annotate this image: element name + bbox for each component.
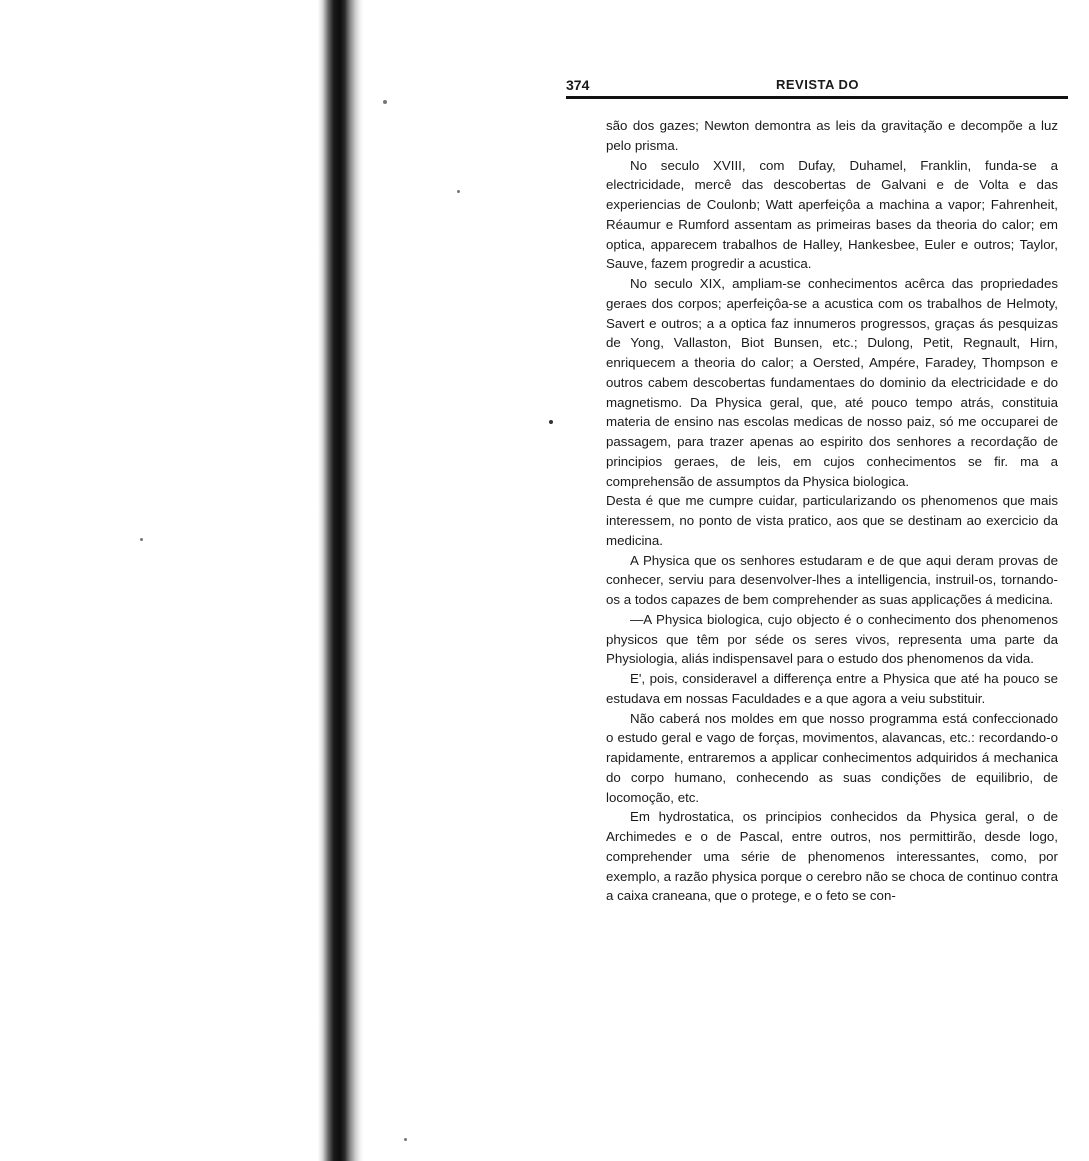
- scan-speck: [404, 1138, 407, 1141]
- scan-speck: [457, 190, 460, 193]
- paragraph: Desta é que me cumpre cuidar, particularizando os phenomenos que mais interessem, no ponto de vista pratico, aos que se destinam ao exercicio da medicina.: [606, 493, 1058, 548]
- paragraph: Em hydrostatica, os principios conhecidos da Physica geral, o de Archimedes e o de Pascal, entre outros, nos permittirão, desde logo, comprehender uma série de phenomenos interessantes, como, por exemplo, a razão physica porque o cerebro não se choca de continuo contra a caixa craneana, que o protege, e o feto se con-: [606, 809, 1058, 904]
- article-body: [606, 116, 1058, 906]
- book-gutter-shadow: [318, 0, 364, 1161]
- paragraph: A Physica que os senhores estudaram e de que aqui deram provas de conhecer, serviu para desenvolver-lhes a intelligencia, instruil-os, tornando-os a todos capazes de bem comprehender as suas applicações á medicina.: [606, 552, 1058, 607]
- paragraph: Não caberá nos moldes em que nosso programma está confeccionado o estudo geral e vago de forças, movimentos, alavancas, etc.: recordando-o rapidamente, entraremos a applicar conhecimentos adquiridos á mechanica do corpo humano, conhecendo as suas condições de equilibrio, de locomoção, etc.: [606, 710, 1058, 805]
- paragraph: são dos gazes; Newton demontra as leis da gravitação e decompõe a luz pelo prisma.: [606, 118, 1058, 153]
- paragraph: No seculo XVIII, com Dufay, Duhamel, Franklin, funda-se a electricidade, mercê das descobertas de Galvani e de Volta e das experiencias de Coulonb; Watt aperfeiçôa a machina a vapor; Fahrenheit, Réaumur e Rumford assentam as primeiras bases da theoria do calor; em optica, apparecem trabalhos de Halley, Hankesbee, Euler e outros; Taylor, Sauve, fazem progredir a acustica.: [606, 157, 1058, 272]
- scan-speck: [383, 100, 387, 104]
- page-number: 374: [566, 77, 590, 93]
- paragraph: E', pois, consideravel a differença entre a Physica que até ha pouco se estudava em nossas Faculdades e a que agora a veiu substituir.: [606, 671, 1058, 706]
- scan-speck: [140, 538, 143, 541]
- paragraph: —A Physica biologica, cujo objecto é o conhecimento dos phenomenos physicos que têm por séde os seres vivos, representa uma parte da Physiologia, aliás indispensavel para o estudo dos phenomenos da vida.: [606, 611, 1058, 667]
- page-header: [566, 77, 1068, 95]
- paragraph: No seculo XIX, ampliam-se conhecimentos acêrca das propriedades geraes dos corpos; aperfeiçôa-se a acustica com os trabalhos de Helmoty, Savert e outros; a a optica faz innumeros progressos, graças ás pesquizas de Yong, Vallaston, Biot Bunsen, etc.; Dulong, Petit, Regnault, Hirn, enriquecem a theoria do calor; a Oersted, Ampére, Faradey, Thompson e outros cabem descobertas fundamentaes do dominio da electricidade e do magnetismo. Da Physica geral, que, até pouco tempo atrás, constituia materia de ensino nas escolas medicas de nosso paiz, só me occuparei de passagem, para trazer apenas ao espirito dos senhores a recordação de principios geraes, de leis, em cujos conhecimentos se fir. ma a comprehensão de assumptos da Physica biologica.: [606, 276, 1058, 489]
- header-rule: [566, 96, 1068, 99]
- scan-speck: [549, 420, 553, 424]
- running-head: REVISTA DO: [776, 77, 860, 92]
